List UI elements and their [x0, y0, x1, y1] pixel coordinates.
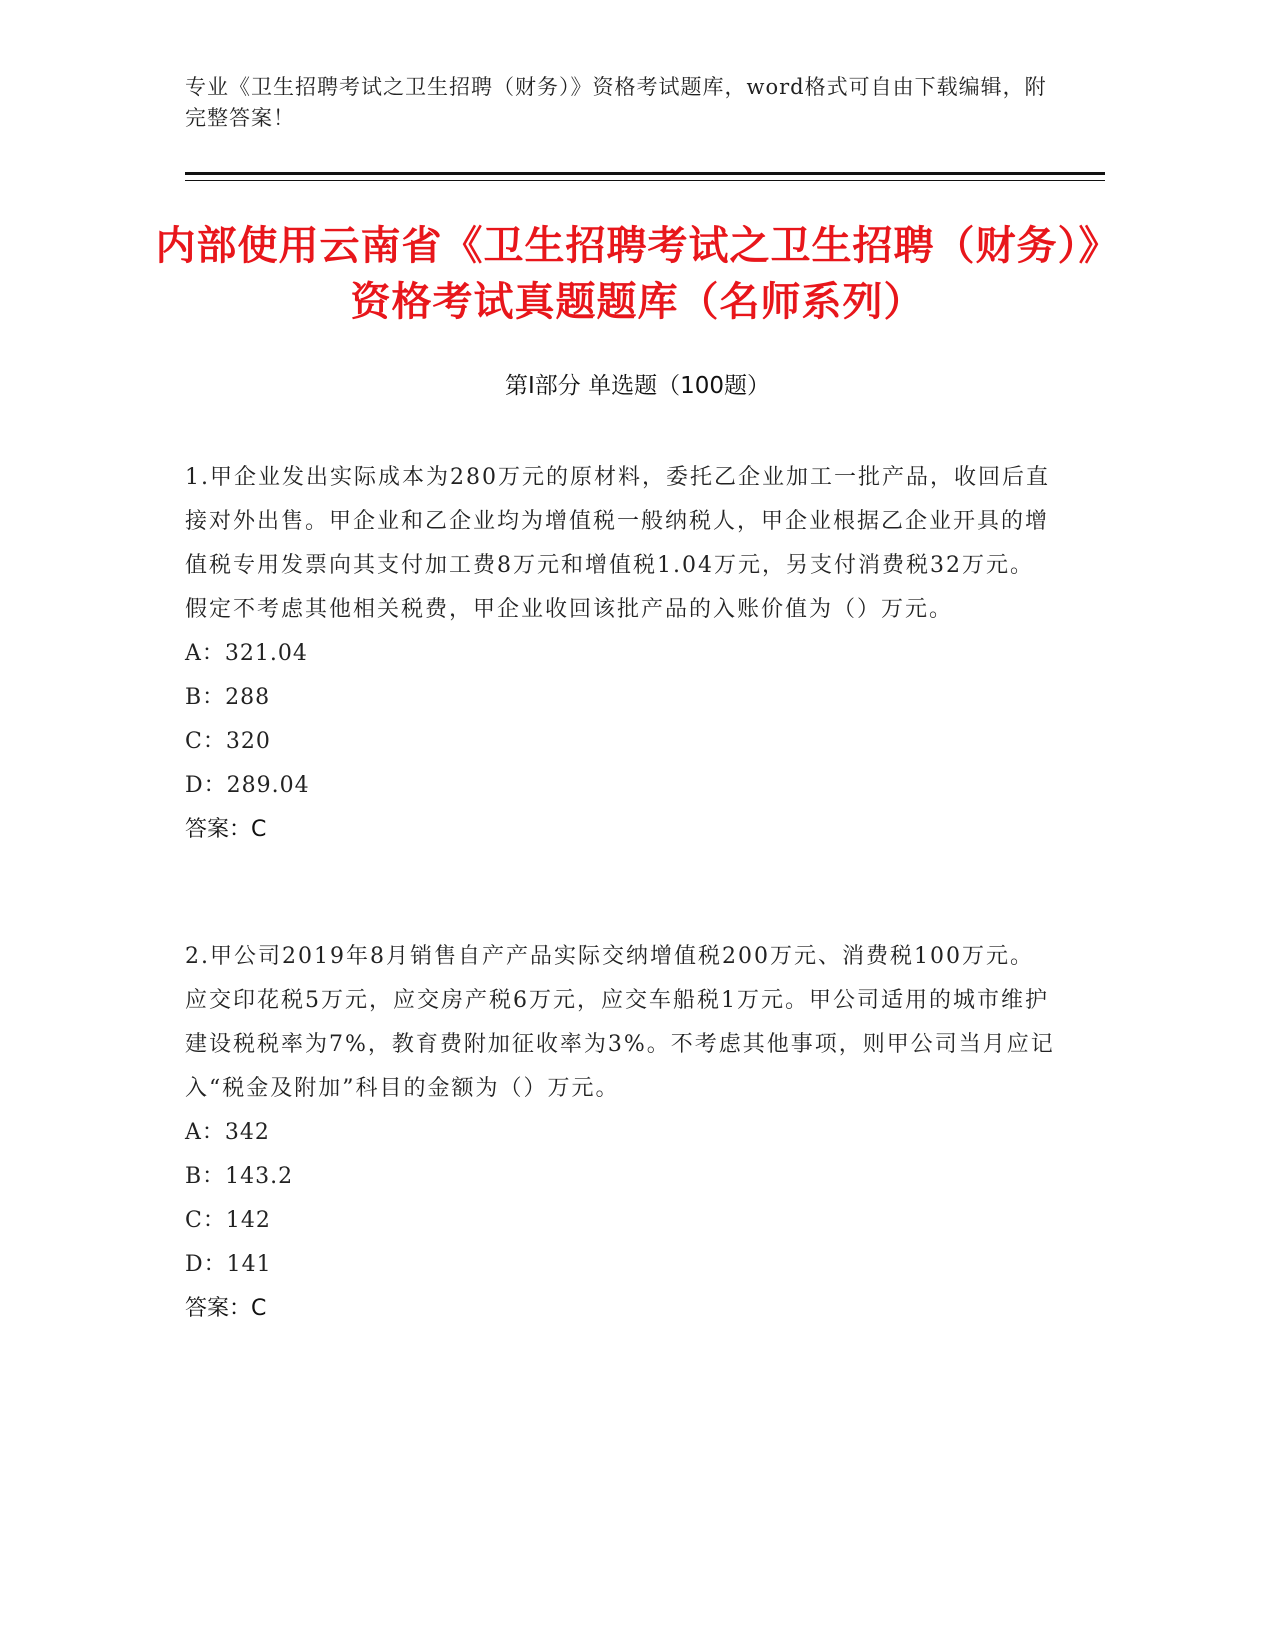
question-block — [185, 935, 1055, 1331]
option-c: C：320 — [185, 729, 271, 754]
option-b: B：143.2 — [185, 1164, 294, 1189]
header-rule-thin — [185, 180, 1105, 181]
header-rule-thick — [185, 172, 1105, 175]
option-c: C：142 — [185, 1208, 271, 1233]
document-title: 内部使用云南省《卫生招聘考试之卫生招聘（财务）》资格考试真题题库（名师系列） — [155, 223, 1120, 325]
header-note: 专业《卫生招聘考试之卫生招聘（财务）》资格考试题库，word格式可自由下载编辑，附完整答案！ — [185, 75, 1047, 130]
answer: 答案：C — [185, 817, 267, 842]
option-d: D：141 — [185, 1252, 272, 1277]
answer: 答案：C — [185, 1296, 267, 1321]
option-a: A：321.04 — [185, 641, 308, 666]
option-a: A：342 — [185, 1120, 270, 1145]
question-stem: 2.甲公司2019年8月销售自产产品实际交纳增值税200万元、消费税100万元。应交印花税5万元，应交房产税6万元，应交车船税1万元。甲公司适用的城市维护建设税税率为7%，教育费附加征收率为3%。不考虑其他事项，则甲公司当月应记入“税金及附加”科目的金额为（）万元。 — [185, 944, 1055, 1101]
option-d: D：289.04 — [185, 773, 310, 798]
option-b: B：288 — [185, 685, 271, 710]
section-heading: 第Ⅰ部分 单选题（100题） — [505, 373, 770, 399]
question-block — [185, 456, 1055, 852]
question-stem: 1.甲企业发出实际成本为280万元的原材料，委托乙企业加工一批产品，收回后直接对外出售。甲企业和乙企业均为增值税一般纳税人，甲企业根据乙企业开具的增值税专用发票向其支付加工费8万元和增值税1.04万元，另支付消费税32万元。假定不考虑其他相关税费，甲企业收回该批产品的入账价值为（）万元。 — [185, 465, 1050, 622]
